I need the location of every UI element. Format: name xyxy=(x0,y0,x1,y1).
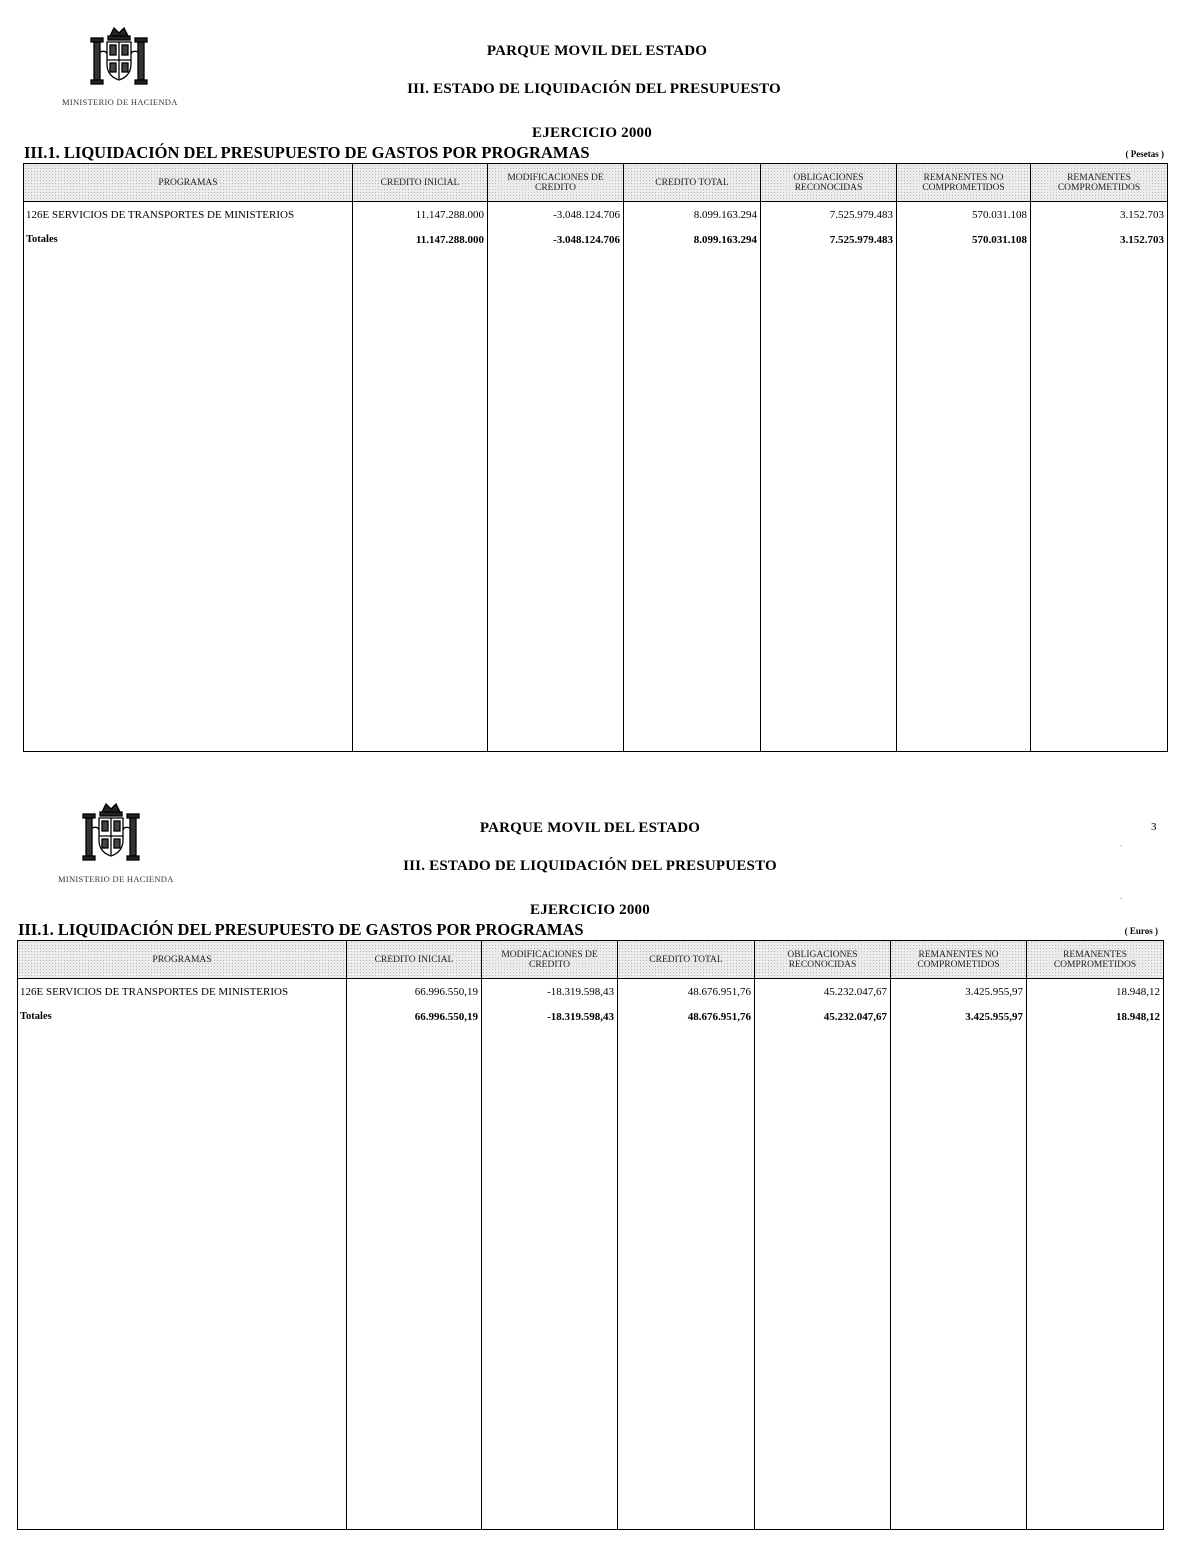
ministry-label: MINISTERIO DE HACIENDA xyxy=(58,874,174,884)
column-header-modificaciones: MODIFICACIONES DE CREDITO xyxy=(481,941,617,979)
total-obligaciones: 7.525.979.483 xyxy=(829,234,893,246)
column-header-credito-inicial: CREDITO INICIAL xyxy=(346,941,481,979)
section-title: III.1. LIQUIDACIÓN DEL PRESUPUESTO DE GASTOS POR PROGRAMAS xyxy=(18,920,584,939)
total-modificaciones: -18.319.598,43 xyxy=(547,1011,614,1023)
obligaciones-value: 45.232.047,67 xyxy=(823,986,887,998)
remanentes-no-comprometidos-value: 3.425.955,97 xyxy=(965,986,1023,998)
remanentes-comprometidos-value: 18.948,12 xyxy=(1116,986,1160,998)
scan-mark: ` xyxy=(1120,844,1123,853)
total-remanentes-comprometidos: 3.152.703 xyxy=(1120,234,1164,246)
exercise-title: EJERCICIO 2000 xyxy=(532,125,652,141)
total-credito-total: 8.099.163.294 xyxy=(693,234,757,246)
column-header-credito-total: CREDITO TOTAL xyxy=(623,164,760,202)
column-header-modificaciones: MODIFICACIONES DE CREDITO xyxy=(487,164,623,202)
page-number: 3 xyxy=(1151,821,1157,833)
totals-label: Totales xyxy=(20,1011,52,1022)
exercise-title: EJERCICIO 2000 xyxy=(530,902,650,918)
column-header-programas: PROGRAMAS xyxy=(24,164,352,202)
report-page-pesetas xyxy=(0,0,1192,770)
total-obligaciones: 45.232.047,67 xyxy=(823,1011,887,1023)
program-name: 126E SERVICIOS DE TRANSPORTES DE MINISTERIOS xyxy=(20,986,289,998)
total-modificaciones: -3.048.124.706 xyxy=(553,234,620,246)
credito-inicial-value: 66.996.550,19 xyxy=(414,986,478,998)
currency-unit: ( Pesetas ) xyxy=(1125,149,1164,159)
report-title: III. ESTADO DE LIQUIDACIÓN DEL PRESUPUESTO xyxy=(403,858,777,874)
remanentes-no-comprometidos-value: 570.031.108 xyxy=(972,209,1027,221)
totals-label: Totales xyxy=(26,234,58,245)
section-title: III.1. LIQUIDACIÓN DEL PRESUPUESTO DE GASTOS POR PROGRAMAS xyxy=(24,143,590,162)
total-credito-inicial: 66.996.550,19 xyxy=(414,1011,478,1023)
remanentes-comprometidos-value: 3.152.703 xyxy=(1120,209,1164,221)
entity-title: PARQUE MOVIL DEL ESTADO xyxy=(479,820,701,836)
total-remanentes-comprometidos: 18.948,12 xyxy=(1116,1011,1160,1023)
report-title: III. ESTADO DE LIQUIDACIÓN DEL PRESUPUESTO xyxy=(407,81,781,97)
total-remanentes-no-comprometidos: 3.425.955,97 xyxy=(965,1011,1023,1023)
column-header-programas: PROGRAMAS xyxy=(18,941,346,979)
scan-mark: . xyxy=(1120,892,1122,901)
currency-unit: ( Euros ) xyxy=(1124,926,1158,936)
column-header-credito-total: CREDITO TOTAL xyxy=(617,941,754,979)
total-credito-total: 48.676.951,76 xyxy=(687,1011,751,1023)
entity-title: PARQUE MOVIL DEL ESTADO xyxy=(486,43,708,59)
credito-total-value: 8.099.163.294 xyxy=(693,209,757,221)
report-page-euros xyxy=(0,776,1192,1546)
budget-table xyxy=(23,163,1168,752)
program-name: 126E SERVICIOS DE TRANSPORTES DE MINISTERIOS xyxy=(26,209,295,221)
column-header-credito-inicial: CREDITO INICIAL xyxy=(352,164,487,202)
column-header-remanentes-comprometidos: REMANENTES COMPROMETIDOS xyxy=(1026,941,1163,979)
budget-table xyxy=(17,940,1164,1530)
column-header-obligaciones: OBLIGACIONES RECONOCIDAS xyxy=(754,941,890,979)
column-header-remanentes-comprometidos: REMANENTES COMPROMETIDOS xyxy=(1030,164,1167,202)
column-header-remanentes-no-comprometidos: REMANENTES NO COMPROMETIDOS xyxy=(896,164,1030,202)
column-header-obligaciones: OBLIGACIONES RECONOCIDAS xyxy=(760,164,896,202)
modificaciones-value: -18.319.598,43 xyxy=(547,986,614,998)
total-credito-inicial: 11.147.288.000 xyxy=(415,234,484,246)
ministry-label: MINISTERIO DE HACIENDA xyxy=(62,97,178,107)
modificaciones-value: -3.048.124.706 xyxy=(553,209,620,221)
total-remanentes-no-comprometidos: 570.031.108 xyxy=(972,234,1027,246)
credito-total-value: 48.676.951,76 xyxy=(687,986,751,998)
credito-inicial-value: 11.147.288.000 xyxy=(415,209,484,221)
column-header-remanentes-no-comprometidos: REMANENTES NO COMPROMETIDOS xyxy=(890,941,1026,979)
obligaciones-value: 7.525.979.483 xyxy=(829,209,893,221)
